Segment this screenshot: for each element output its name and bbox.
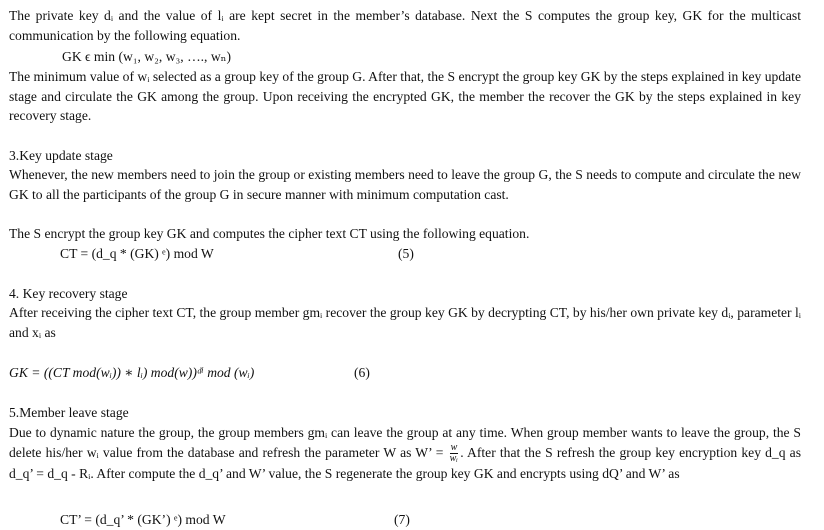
heading-member-leave-stage: 5.Member leave stage	[9, 405, 129, 420]
equation-6-number: (6)	[354, 365, 370, 380]
paragraph-minimum-value: The minimum value of wᵢ selected as a group key of the group G. After that, the S encrypt the group key GK by the steps explained in key update stage and circulate the GK among the group. Upon receiving the encrypted GK, the member the recover the GK by the steps explained in key recovery stage.	[9, 69, 801, 123]
paragraph-member-leave	[9, 423, 801, 483]
member-leave-text-part1: Due to dynamic nature the group, the group members gmᵢ can leave the group at any time. When group member wants to leave the group, the S delete his/her wᵢ value from the database and refresh the parameter W as W’ =	[9, 425, 801, 460]
member-leave-text-part2: . After that the S refresh the group key encryption key d_q as d_q’ = d_q - Rᵢ. After compute the d_q’ and W’ value, the S regenerate the group key GK and encrypts using dQ’ and W’ as	[9, 444, 801, 481]
paragraph-key-recovery: After receiving the cipher text CT, the group member gmᵢ recover the group key GK by decrypting CT, by his/her own private key dᵢ, parameter lᵢ and xᵢ as	[9, 305, 801, 340]
equation-5: CT = (d_q * (GK) ᵉ) mod W	[60, 246, 214, 261]
equation-7-number: (7)	[394, 512, 410, 527]
equation-6: GK = ((CT mod(wᵢ)) ∗ lᵢ) mod(w))ᵈⁱ mod (wᵢ)	[9, 365, 255, 380]
equation-5-number: (5)	[398, 246, 414, 261]
fraction-numerator: w	[450, 441, 458, 453]
paragraph-private-key: The private key dᵢ and the value of lᵢ are kept secret in the member’s database. Next the S computes the group key, GK for the multicast communication by the following equation.	[9, 8, 801, 43]
paragraph-encrypt-group-key: The S encrypt the group key GK and computes the cipher text CT using the following equation.	[9, 226, 530, 241]
equation-group-key: GK ϵ min (w₁, w₂, w₃, …., wₙ)	[62, 49, 232, 64]
fraction-denominator: wᵢ	[449, 452, 458, 464]
heading-key-recovery-stage: 4. Key recovery stage	[9, 286, 128, 301]
equation-7: CT’ = (d_q’ * (GK’) ᵉ) mod W	[60, 512, 226, 527]
heading-key-update-stage: 3.Key update stage	[9, 148, 113, 163]
paragraph-key-update: Whenever, the new members need to join the group or existing members need to leave the group G, the S needs to compute and circulate the new GK to all the participants of the group G in secure manner with minimum computation cast.	[9, 167, 801, 202]
fraction-w-over-wi	[450, 443, 459, 464]
